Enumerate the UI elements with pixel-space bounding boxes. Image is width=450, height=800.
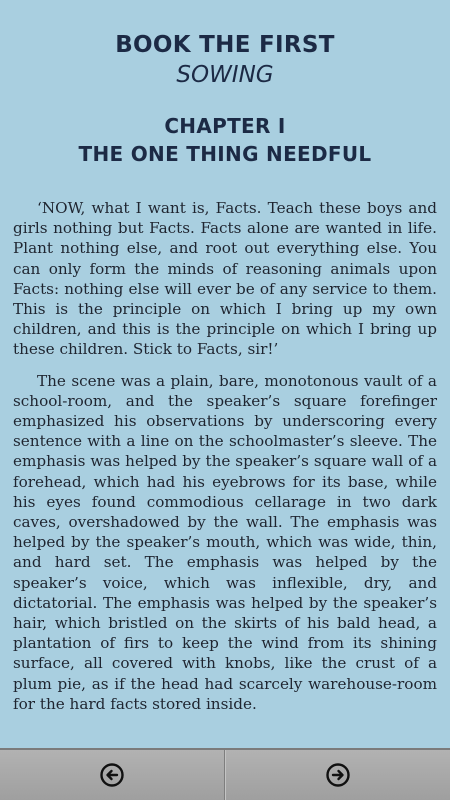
chapter-heading xyxy=(0,112,450,168)
arrow-right-circle-icon xyxy=(325,762,351,788)
previous-page-button[interactable] xyxy=(0,750,225,800)
page-navigation-bar xyxy=(0,748,450,800)
chapter-text xyxy=(0,198,450,714)
chapter-number: CHAPTER I xyxy=(164,114,286,138)
arrow-left-circle-icon xyxy=(99,762,125,788)
next-page-button[interactable] xyxy=(225,750,450,800)
chapter-title: THE ONE THING NEEDFUL xyxy=(78,142,372,166)
book-heading xyxy=(0,30,450,90)
book-title: BOOK THE FIRST xyxy=(115,32,335,58)
paragraph: ‘NOW, what I want is, Facts. Teach these boys and girls nothing but Facts. Facts alone are wanted in life. Plant nothing else, and root out everything else. You can only form the minds of reasoning animals upon Facts: nothing else will ever be of any service to them. This is the principle on which I bring up my own children, and this is the principle on which I bring up these children. Stick to Facts, sir!’ xyxy=(13,199,437,359)
paragraph: The scene was a plain, bare, monotonous vault of a school-room, and the speaker’s square forefinger emphasized his observations by underscoring every sentence with a line on the schoolmaster’s sleeve. The emphasis was helped by the speaker’s square wall of a forehead, which had his eyebrows for its base, while his eyes found commodious cellarage in two dark caves, overshadowed by the wall. The emphasis was helped by the speaker’s mouth, which was wide, thin, and hard set. The emphasis was helped by the speaker’s voice, which was inflexible, dry, and dictatorial. The emphasis was helped by the speaker’s hair, which bristled on the skirts of his bald head, a plantation of firs to keep the wind from its shining surface, all covered with knobs, like the crust of a plum pie, as if the head had scarcely warehouse-room for the hard facts stored inside. xyxy=(13,371,437,713)
book-subtitle: SOWING xyxy=(176,62,274,88)
